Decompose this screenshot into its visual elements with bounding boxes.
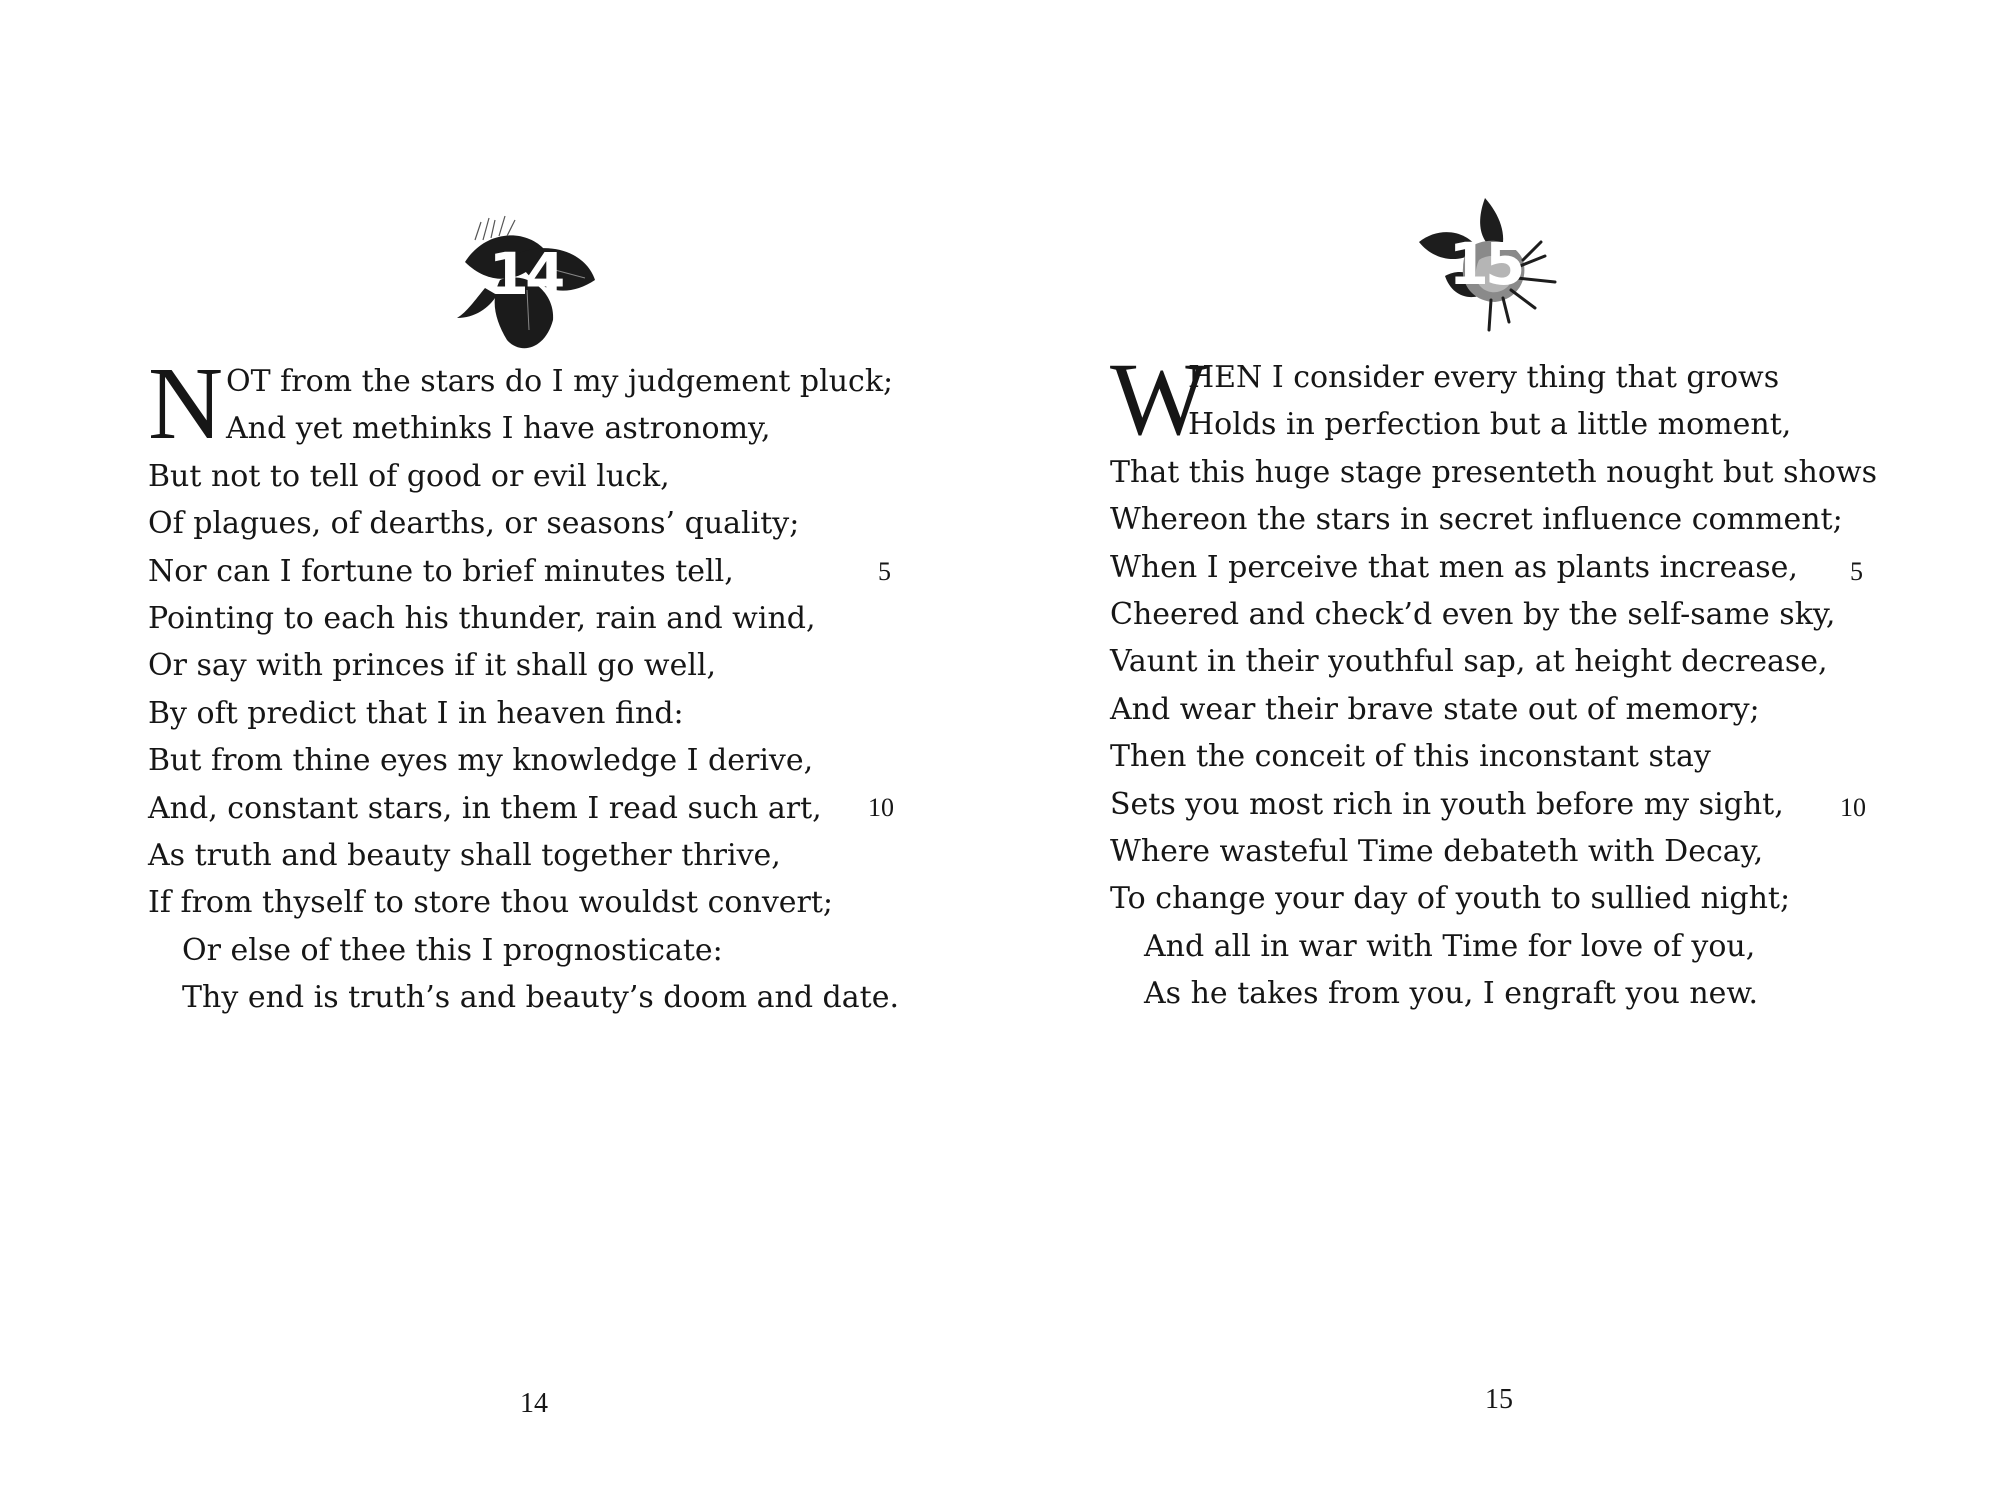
line-text: And wear their brave state out of memory; (1110, 691, 1760, 727)
poem-line (148, 642, 899, 689)
line-text: To change your day of youth to sullied night; (1110, 881, 1791, 917)
drop-cap: W (1110, 342, 1209, 457)
poem-line (1110, 828, 1877, 875)
line-text: HEN I consider every thing that grows (1188, 360, 1780, 395)
line-text: Vaunt in their youthful sap, at height decrease, (1110, 644, 1828, 680)
line-number-10: 10 (1840, 793, 1866, 822)
poem-line (148, 974, 899, 1021)
poem-line (1110, 401, 1877, 448)
line-text: But from thine eyes my knowledge I derive, (148, 743, 814, 779)
sonnet-15 (1110, 342, 1877, 1017)
line-text: Cheered and check’d even by the self-same sky, (1110, 596, 1836, 632)
line-text: Thy end is truth’s and beauty’s doom and date. (182, 980, 899, 1016)
line-text: Then the conceit of this inconstant stay (1110, 739, 1711, 775)
poem-line (1110, 923, 1877, 970)
line-number-5: 5 (878, 557, 891, 586)
line-text: And, constant stars, in them I read such art, (148, 790, 822, 826)
poem-line (1110, 496, 1877, 543)
sonnet-14 (148, 346, 899, 1021)
line-text: Or else of thee this I prognosticate: (182, 932, 723, 968)
line-text: By oft predict that I in heaven find: (148, 695, 684, 731)
poem-line (1110, 544, 1877, 591)
line-text: Whereon the stars in secret influence comment; (1110, 502, 1843, 538)
left-page (0, 0, 980, 1493)
poem-line (148, 690, 899, 737)
sonnet-number: 15 (1448, 230, 1522, 298)
poem-line (148, 595, 899, 642)
line-text: OT from the stars do I my judgement pluck; (226, 364, 894, 399)
line-text: And all in war with Time for love of you, (1144, 928, 1756, 964)
line-text: Where wasteful Time debateth with Decay, (1110, 833, 1764, 869)
poem-line (1110, 449, 1877, 496)
poem-line (1110, 733, 1877, 780)
drop-cap: N (148, 346, 224, 461)
sonnet-number: 14 (488, 240, 562, 308)
line-text: Pointing to each his thunder, rain and wind, (148, 600, 816, 636)
line-text: That this huge stage presenteth nought but shows (1110, 454, 1877, 490)
line-text: When I perceive that men as plants increase, (1110, 549, 1798, 585)
poem-line (1110, 875, 1877, 922)
line-number-5: 5 (1850, 557, 1863, 586)
poem-line (148, 548, 899, 595)
poem-line (148, 785, 899, 832)
poem-line (148, 500, 899, 547)
right-page (980, 0, 2000, 1493)
poem-line (148, 879, 899, 926)
page-number: 14 (520, 1388, 548, 1419)
poem-line (1110, 638, 1877, 685)
poem-line (148, 405, 899, 452)
line-text: Sets you most rich in youth before my sight, (1110, 786, 1784, 822)
line-text: But not to tell of good or evil luck, (148, 458, 670, 494)
line-number-10: 10 (868, 793, 894, 822)
poem-line (1110, 970, 1877, 1017)
line-text: Holds in perfection but a little moment, (1188, 407, 1792, 443)
line-text: As he takes from you, I engraft you new. (1144, 976, 1759, 1012)
poem-line (1110, 686, 1877, 733)
page-number: 15 (1485, 1384, 1513, 1415)
line-text: And yet methinks I have astronomy, (226, 411, 771, 447)
line-text: Of plagues, of dearths, or seasons’ quality; (148, 506, 800, 542)
poem-line (148, 453, 899, 500)
line-text: As truth and beauty shall together thrive, (148, 837, 781, 873)
poem-line (148, 737, 899, 784)
line-text: Or say with princes if it shall go well, (148, 648, 717, 684)
poem-line (148, 927, 899, 974)
leaf-ornament (445, 200, 605, 360)
poem-line (1110, 781, 1877, 828)
poem-line (148, 832, 899, 879)
leaf-ornament (1405, 190, 1565, 350)
poem-line (1110, 591, 1877, 638)
line-text: Nor can I fortune to brief minutes tell, (148, 553, 734, 589)
line-text: If from thyself to store thou wouldst convert; (148, 885, 834, 921)
